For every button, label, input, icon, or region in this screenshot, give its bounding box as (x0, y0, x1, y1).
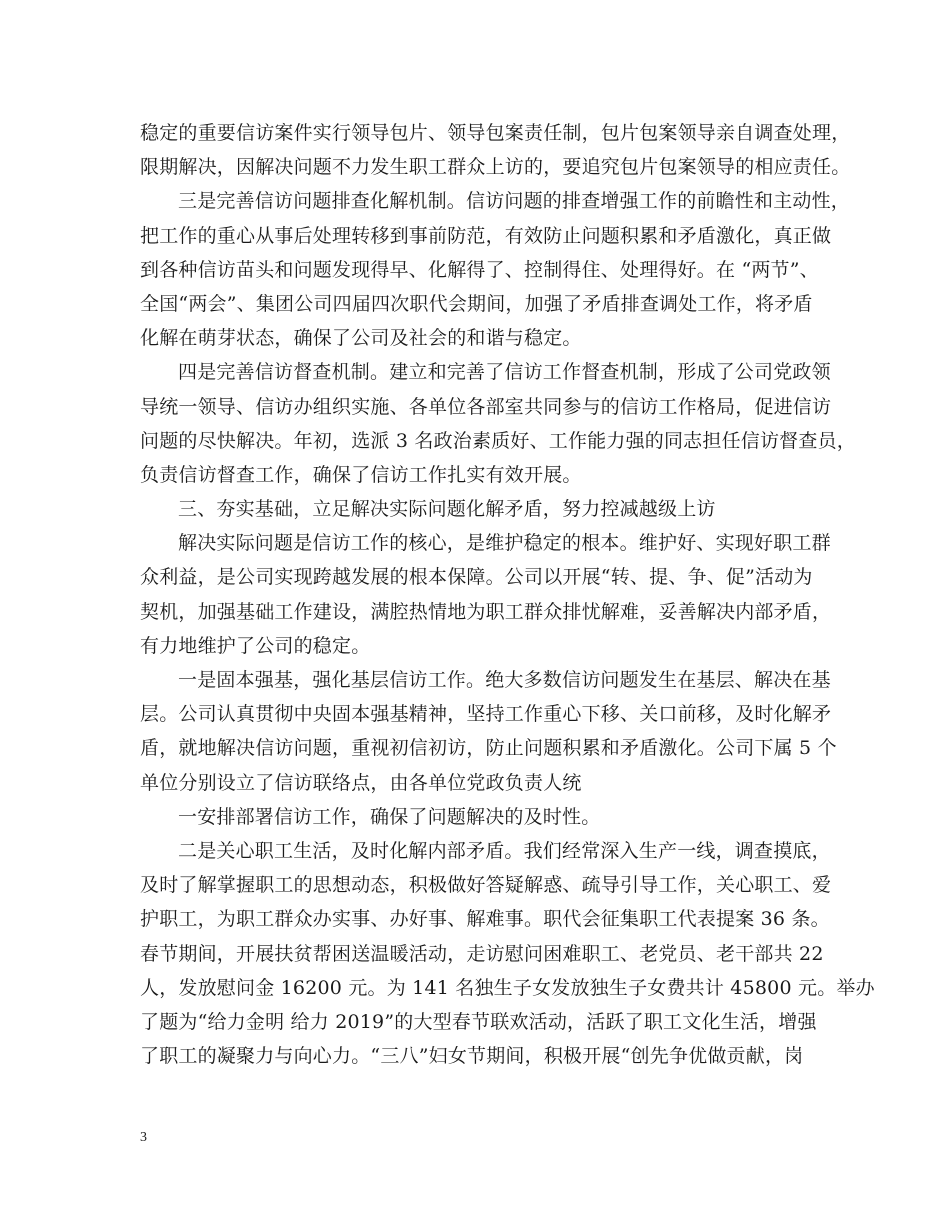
text-line: 有力地维护了公司的稳定。 (140, 634, 371, 657)
text-line: 问题的尽快解决。年初，选派 3 名政治素质好、工作能力强的同志担任信访督查员， (140, 429, 856, 452)
text-line: 解决实际问题是信访工作的核心，是维护稳定的根本。维护好、实现好职工群 (178, 532, 831, 555)
text-line: 及时了解掌握职工的思想动态，积极做好答疑解惑、疏导引导工作，关心职工、爱 (140, 874, 832, 897)
text-line: 盾，就地解决信访问题，重视初信初访，防止问题积累和矛盾激化。公司下属 5 个 (140, 737, 837, 760)
text-line: 三是完善信访问题排查化解机制。信访问题的排查增强工作的前瞻性和主动性， (178, 190, 851, 213)
text-line: 一安排部署信访工作，确保了问题解决的及时性。 (178, 805, 601, 828)
text-line: 契机，加强基础工作建设，满腔热情地为职工群众排忧解难，妥善解决内部矛盾， (140, 600, 832, 623)
text-line: 众利益，是公司实现跨越发展的根本保障。公司以开展“转、提、争、促”活动为 (140, 566, 813, 589)
text-line: 三、夯实基础，立足解决实际问题化解矛盾，努力控减越级上访 (178, 498, 716, 521)
text-line: 负责信访督查工作，确保了信访工作扎实有效开展。 (140, 463, 582, 486)
text-line: 人，发放慰问金 16200 元。为 141 名独生子女发放独生子女费共计 45800 元。举办 (140, 976, 875, 999)
page-number: 3 (140, 1130, 147, 1145)
text-line: 稳定的重要信访案件实行领导包片、领导包案责任制，包片包案领导亲自调查处理， (140, 122, 851, 144)
text-line: 护职工，为职工群众办实事、办好事、解难事。职代会征集职工代表提案 36 条。 (140, 908, 830, 931)
text-line: 限期解决，因解决问题不力发生职工群众上访的，要追究包片包案领导的相应责任。 (140, 156, 851, 179)
text-line: 一是固本强基，强化基层信访工作。绝大多数信访问题发生在基层、解决在基 (178, 669, 831, 691)
text-line: 层。公司认真贯彻中央固本强基精神，坚持工作重心下移、关口前移，及时化解矛 (140, 703, 832, 726)
text-line: 四是完善信访督查机制。建立和完善了信访工作督查机制，形成了公司党政领 (178, 361, 831, 384)
text-line: 把工作的重心从事后处理转移到事前防范，有效防止问题积累和矛盾激化，真正做 (140, 224, 832, 247)
text-line: 单位分别设立了信访联络点，由各单位党政负责人统 (140, 771, 582, 794)
text-line: 化解在萌芽状态，确保了公司及社会的和谐与稳定。 (140, 327, 582, 350)
text-line: 二是关心职工生活，及时化解内部矛盾。我们经常深入生产一线，调查摸底， (178, 839, 831, 862)
text-line: 全国“两会”、集团公司四届四次职代会期间，加强了矛盾排查调处工作，将矛盾 (140, 292, 813, 315)
text-line: 了题为“给力金明 给力 2019”的大型春节联欢活动，活跃了职工文化生活，增强 (140, 1010, 817, 1033)
body-text (140, 116, 875, 1073)
text-line: 春节期间，开展扶贫帮困送温暖活动，走访慰问困难职工、老党员、老干部共 22 (140, 942, 824, 965)
text-line: 了职工的凝聚力与向心力。“三八”妇女节期间，积极开展“创先争优做贡献，岗 (140, 1045, 804, 1068)
text-line: 导统一领导、信访办组织实施、各单位各部室共同参与的信访工作格局，促进信访 (140, 395, 832, 418)
text-line: 到各种信访苗头和问题发现得早、化解得了、控制得住、处理得好。在 “两节”、 (140, 258, 819, 281)
